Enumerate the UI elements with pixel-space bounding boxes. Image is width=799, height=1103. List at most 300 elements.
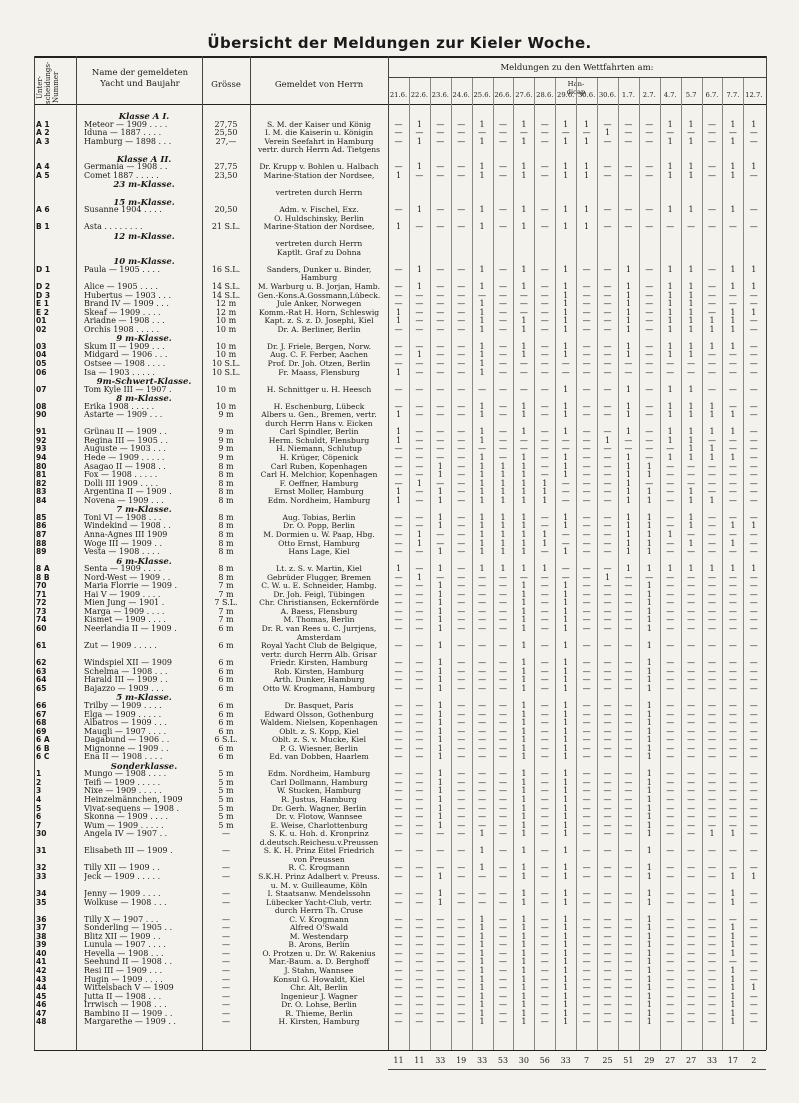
entry-mark: 1 bbox=[730, 538, 736, 548]
entry-mark: — bbox=[603, 871, 612, 881]
entry-mark: — bbox=[499, 205, 507, 215]
yacht-size: 5 m bbox=[218, 803, 234, 813]
entry-mark: 1 bbox=[479, 401, 485, 411]
entry-mark: — bbox=[415, 726, 424, 736]
owner-name: I. Staatsanw. Mendelssohn bbox=[267, 889, 371, 899]
entry-mark: — bbox=[415, 1017, 424, 1027]
yacht-number: 62 bbox=[36, 658, 47, 668]
entry-mark: 1 bbox=[479, 350, 485, 360]
class-heading: 8 m-Klasse. bbox=[116, 394, 172, 405]
entry-mark: — bbox=[415, 290, 424, 300]
entry-mark: 1 bbox=[479, 863, 485, 873]
entry-mark: 1 bbox=[730, 136, 736, 146]
entry-mark: — bbox=[749, 495, 758, 505]
entry-mark: 1 bbox=[667, 119, 673, 129]
yacht-name: Dagabund — 1906 . . bbox=[84, 735, 170, 745]
entry-mark: — bbox=[624, 624, 633, 633]
entry-mark: — bbox=[394, 324, 403, 334]
entry-mark: 1 bbox=[521, 923, 527, 933]
entry-mark: — bbox=[666, 846, 675, 856]
owner-name: Albers u. Gen., Bremen, vertr. bbox=[261, 410, 377, 420]
yacht-number: 48 bbox=[36, 1017, 47, 1027]
yacht-number: 02 bbox=[36, 324, 47, 334]
entry-mark: 1 bbox=[688, 495, 694, 505]
entry-mark: — bbox=[728, 222, 737, 232]
yacht-size: 8 m bbox=[218, 470, 234, 480]
entry-mark: — bbox=[666, 487, 675, 497]
entry-mark: — bbox=[666, 470, 675, 480]
entry-mark: — bbox=[561, 358, 570, 368]
entry-mark: 1 bbox=[709, 341, 715, 351]
entry-mark: — bbox=[645, 282, 654, 291]
entry-mark: — bbox=[415, 547, 424, 557]
entry-mark: — bbox=[666, 581, 675, 591]
entry-mark: — bbox=[749, 666, 758, 676]
entry-mark: 1 bbox=[479, 940, 485, 950]
yacht-size: 5 m bbox=[218, 795, 234, 804]
entry-mark: 1 bbox=[521, 641, 527, 651]
entry-mark: 1 bbox=[521, 1000, 527, 1010]
yacht-number: 4 bbox=[36, 795, 42, 804]
entry-mark: — bbox=[457, 795, 466, 804]
entry-mark: 1 bbox=[500, 512, 506, 522]
entry-mark: — bbox=[394, 529, 403, 539]
entry-mark: — bbox=[582, 350, 591, 360]
entry-mark: — bbox=[666, 461, 675, 471]
entry-mark: — bbox=[478, 709, 487, 719]
entry-mark: — bbox=[394, 384, 403, 394]
entry-mark: — bbox=[478, 581, 487, 591]
entry-mark: — bbox=[415, 495, 424, 505]
entry-mark: — bbox=[436, 358, 445, 368]
entry-mark: 1 bbox=[667, 564, 673, 574]
entry-mark: — bbox=[603, 427, 612, 437]
entry-mark: 1 bbox=[563, 948, 569, 958]
entry-mark: — bbox=[478, 700, 487, 710]
entry-mark: — bbox=[749, 974, 758, 984]
entry-mark: — bbox=[415, 427, 424, 437]
class-heading: Klasse A I. bbox=[118, 112, 170, 122]
entry-mark: — bbox=[415, 564, 424, 574]
entry-mark: — bbox=[457, 777, 466, 787]
entry-mark: — bbox=[666, 897, 675, 907]
entry-mark: 1 bbox=[479, 299, 485, 309]
entry-mark: — bbox=[624, 735, 633, 745]
yacht-number: 45 bbox=[36, 991, 47, 1001]
entry-mark: 1 bbox=[646, 718, 652, 728]
entry-mark: 1 bbox=[437, 658, 443, 668]
entry-mark: — bbox=[624, 1008, 633, 1018]
entry-mark: — bbox=[749, 957, 758, 967]
yacht-name: Schelma — 1908 . . . bbox=[84, 666, 168, 676]
entry-mark: — bbox=[666, 957, 675, 967]
owner-name: Ed. van Dobben, Haarlem bbox=[269, 752, 369, 762]
entry-mark: 1 bbox=[521, 564, 527, 574]
entry-mark: — bbox=[540, 940, 549, 950]
entry-mark: — bbox=[708, 470, 716, 480]
entry-mark: — bbox=[457, 341, 466, 351]
entry-mark: 1 bbox=[479, 1008, 485, 1018]
owner-name: S. M. der Kaiser und König bbox=[266, 119, 372, 129]
entry-mark: 1 bbox=[667, 453, 673, 462]
entry-mark: — bbox=[582, 282, 591, 291]
entry-mark: — bbox=[603, 307, 612, 317]
entry-mark: 1 bbox=[437, 786, 443, 796]
entry-mark: 1 bbox=[667, 307, 673, 317]
entry-mark: — bbox=[728, 683, 737, 693]
entry-mark: 1 bbox=[521, 478, 527, 488]
owner-name: Marine-Station der Nordsee, bbox=[263, 170, 375, 180]
entry-mark: 1 bbox=[500, 478, 506, 488]
entry-mark: — bbox=[457, 461, 466, 471]
entry-mark: — bbox=[728, 401, 737, 411]
yacht-size: 8 m bbox=[218, 547, 234, 557]
entry-mark: — bbox=[603, 564, 612, 574]
owner-name: Jule Anker, Norwegen bbox=[276, 299, 362, 309]
entry-mark: — bbox=[624, 923, 633, 933]
entry-mark: — bbox=[687, 914, 696, 924]
entry-mark: — bbox=[708, 957, 716, 967]
entry-mark: 1 bbox=[437, 726, 443, 736]
entry-mark: 1 bbox=[688, 444, 694, 454]
entry-mark: 1 bbox=[563, 974, 569, 984]
entry-mark: — bbox=[582, 435, 591, 445]
entry-mark: 1 bbox=[479, 282, 485, 291]
yacht-name: Hubertus — 1903 . . . bbox=[84, 290, 171, 300]
race-column-divider bbox=[681, 78, 682, 1050]
total-cell: 25 bbox=[602, 1056, 613, 1065]
entry-mark: — bbox=[540, 358, 549, 368]
total-cell: 11 bbox=[414, 1056, 425, 1065]
owner-name: Aug. Tobias, Berlin bbox=[282, 512, 356, 522]
entry-mark: — bbox=[540, 410, 549, 420]
entry-mark: — bbox=[394, 769, 403, 779]
entry-mark: — bbox=[708, 299, 716, 309]
entry-mark: — bbox=[749, 889, 758, 899]
race-date-12: 2.7. bbox=[642, 91, 656, 99]
entry-mark: — bbox=[415, 777, 424, 787]
entry-mark: 1 bbox=[479, 470, 485, 480]
entry-mark: — bbox=[540, 795, 549, 804]
entry-mark: — bbox=[415, 512, 424, 522]
entry-mark: — bbox=[457, 871, 466, 881]
entry-mark: 1 bbox=[563, 812, 569, 822]
entry-mark: 1 bbox=[667, 170, 673, 180]
entry-mark: — bbox=[415, 487, 424, 497]
entry-mark: — bbox=[666, 675, 675, 685]
entry-mark: — bbox=[499, 1000, 507, 1010]
entry-mark: — bbox=[478, 128, 487, 138]
entry-mark: — bbox=[457, 923, 466, 933]
entry-mark: 1 bbox=[437, 487, 443, 497]
yacht-name: Neerlandia II — 1909 . bbox=[84, 624, 177, 633]
yacht-name: Ostsee — 1908 . . . . bbox=[84, 358, 166, 368]
class-heading: 23 m-Klasse. bbox=[113, 180, 175, 191]
yacht-name: Vesta — 1908 . . . . bbox=[84, 547, 160, 557]
entry-mark: — bbox=[708, 726, 716, 736]
entry-mark: 1 bbox=[667, 136, 673, 146]
yacht-size: 6 m bbox=[218, 675, 234, 685]
yacht-number: 39 bbox=[36, 940, 47, 950]
entry-mark: — bbox=[603, 487, 612, 497]
entry-mark: 1 bbox=[625, 290, 631, 300]
entry-mark: — bbox=[457, 641, 466, 651]
entry-mark: — bbox=[540, 700, 549, 710]
yacht-size: 27,— bbox=[215, 136, 237, 146]
entry-mark: — bbox=[645, 572, 654, 582]
entry-mark: — bbox=[728, 478, 737, 488]
entry-mark: — bbox=[749, 222, 758, 232]
yacht-size: 7 m bbox=[218, 589, 234, 599]
entry-mark: 1 bbox=[563, 521, 569, 531]
entry-mark: — bbox=[624, 606, 633, 616]
entry-mark: — bbox=[394, 478, 403, 488]
yacht-number: A 6 bbox=[36, 205, 50, 215]
entry-mark: — bbox=[624, 769, 633, 779]
yacht-name: Nixe — 1909 . . . . . bbox=[84, 786, 162, 796]
entry-mark: — bbox=[582, 316, 591, 326]
entry-mark: — bbox=[603, 162, 612, 172]
entry-mark: — bbox=[603, 1017, 612, 1027]
entry-mark: 1 bbox=[751, 564, 757, 574]
owner-name: Ingenieur J. Wagner bbox=[280, 991, 358, 1001]
entry-mark: — bbox=[708, 641, 716, 651]
owner-name: Dr. O. Popp, Berlin bbox=[283, 521, 355, 531]
entry-mark: — bbox=[394, 128, 403, 138]
entry-mark: 1 bbox=[563, 341, 569, 351]
entry-mark: 1 bbox=[625, 316, 631, 326]
owner-name: Hamburg bbox=[300, 273, 338, 283]
entry-mark: — bbox=[582, 846, 591, 856]
entry-mark: — bbox=[666, 812, 675, 822]
entry-mark: 1 bbox=[479, 1000, 485, 1010]
entry-mark: 1 bbox=[437, 897, 443, 907]
entry-mark: — bbox=[582, 358, 591, 368]
entry-mark: — bbox=[603, 726, 612, 736]
entry-mark: 1 bbox=[563, 795, 569, 804]
race-date-10: 30.6. bbox=[598, 91, 617, 99]
entry-mark: — bbox=[436, 282, 445, 291]
entry-mark: — bbox=[749, 991, 758, 1001]
entry-mark: — bbox=[645, 444, 654, 454]
entry-mark: — bbox=[540, 957, 549, 967]
entry-mark: — bbox=[624, 572, 633, 582]
entry-mark: — bbox=[415, 435, 424, 445]
yacht-name: Isa — 1903 . . . . . bbox=[84, 367, 155, 377]
entry-mark: — bbox=[728, 299, 737, 309]
entry-mark: 1 bbox=[479, 367, 485, 377]
entry-mark: — bbox=[394, 752, 403, 762]
entry-mark: 1 bbox=[730, 931, 736, 941]
entry-mark: — bbox=[728, 589, 737, 599]
yacht-size: — bbox=[222, 1000, 230, 1010]
entry-mark: — bbox=[457, 931, 466, 941]
entry-mark: 1 bbox=[395, 367, 402, 377]
entry-mark: — bbox=[687, 812, 696, 822]
entry-mark: — bbox=[603, 367, 612, 377]
entry-mark: 1 bbox=[521, 547, 527, 557]
entry-mark: — bbox=[499, 128, 507, 138]
yacht-name: Hede — 1909 . . . . . bbox=[84, 453, 165, 462]
yacht-size: 7 S.L. bbox=[214, 598, 238, 608]
entry-mark: — bbox=[582, 743, 591, 753]
entry-mark: 1 bbox=[625, 478, 631, 488]
entry-mark: — bbox=[499, 769, 507, 779]
entry-mark: — bbox=[436, 991, 445, 1001]
entry-mark: 1 bbox=[479, 136, 485, 146]
entry-mark: — bbox=[519, 358, 528, 368]
entry-mark: 1 bbox=[563, 384, 569, 394]
entry-mark: 1 bbox=[563, 957, 569, 967]
yacht-size: — bbox=[222, 889, 230, 899]
entry-mark: — bbox=[457, 743, 466, 753]
entry-mark: — bbox=[394, 897, 403, 907]
owner-name: Rob. Kirsten, Hamburg bbox=[274, 666, 364, 676]
yacht-number: D 1 bbox=[36, 264, 51, 274]
entry-mark: — bbox=[603, 820, 612, 830]
entry-mark: — bbox=[708, 889, 716, 899]
entry-mark: 1 bbox=[479, 829, 485, 839]
entry-mark: 1 bbox=[416, 264, 422, 274]
entry-mark: — bbox=[499, 222, 507, 232]
yacht-name: Anna-Agnes III 1909 bbox=[84, 529, 168, 539]
yacht-name: Ariadne — 1908 . . . bbox=[84, 316, 165, 326]
entry-mark: — bbox=[499, 427, 507, 437]
entry-mark: — bbox=[499, 829, 507, 839]
yacht-number: 35 bbox=[36, 897, 47, 907]
yacht-name: Angela IV — 1907 . . bbox=[84, 829, 168, 839]
entry-mark: — bbox=[457, 914, 466, 924]
entry-mark: 1 bbox=[688, 521, 694, 531]
entry-mark: — bbox=[394, 299, 403, 309]
entry-mark: — bbox=[499, 136, 507, 146]
entry-mark: — bbox=[603, 923, 612, 933]
entry-mark: — bbox=[457, 401, 466, 411]
entry-mark: — bbox=[478, 777, 487, 787]
entry-mark: 1 bbox=[500, 487, 506, 497]
owner-name: P. G. Wiesner, Berlin bbox=[280, 743, 358, 753]
entry-mark: 1 bbox=[646, 615, 652, 625]
yacht-name: Toni VI — 1908 . . . bbox=[84, 512, 162, 522]
entry-mark: — bbox=[728, 598, 737, 608]
yacht-name: Bambino II — 1909 . . bbox=[84, 1008, 173, 1018]
entry-mark: — bbox=[728, 777, 737, 787]
entry-mark: — bbox=[666, 1008, 675, 1018]
entry-mark: — bbox=[645, 341, 654, 351]
entry-mark: — bbox=[457, 991, 466, 1001]
entry-mark: 1 bbox=[479, 991, 485, 1001]
yacht-name: Susanne 1904 . . . . bbox=[84, 205, 162, 215]
entry-mark: 1 bbox=[563, 803, 569, 813]
entry-mark: — bbox=[499, 282, 507, 291]
entry-mark: — bbox=[415, 871, 424, 881]
entry-mark: — bbox=[666, 795, 675, 804]
entry-mark: 1 bbox=[563, 700, 569, 710]
entry-mark: — bbox=[540, 581, 549, 591]
entry-mark: — bbox=[561, 478, 570, 488]
yacht-name: Teifi — 1909 . . . . . bbox=[84, 777, 161, 787]
entry-mark: — bbox=[624, 700, 633, 710]
entry-mark: — bbox=[749, 769, 758, 779]
entry-mark: 1 bbox=[479, 512, 485, 522]
yacht-name: Zut — 1909 . . . . . bbox=[84, 641, 157, 651]
entry-mark: — bbox=[415, 863, 424, 873]
yacht-size: — bbox=[222, 914, 230, 924]
entry-mark: — bbox=[728, 735, 737, 745]
entry-mark: 1 bbox=[563, 743, 569, 753]
entry-mark: — bbox=[624, 162, 633, 172]
entry-mark: — bbox=[624, 1000, 633, 1010]
owner-name: Carl Ruben, Kopenhagen bbox=[270, 461, 368, 471]
entry-mark: 1 bbox=[416, 478, 422, 488]
owner-name: C. V. Krogmann bbox=[289, 914, 349, 924]
entry-mark: — bbox=[708, 812, 716, 822]
entry-mark: — bbox=[666, 1000, 675, 1010]
entry-mark: — bbox=[687, 615, 696, 625]
entry-mark: 1 bbox=[688, 401, 694, 411]
entry-mark: 1 bbox=[563, 735, 569, 745]
entry-mark: — bbox=[582, 521, 591, 531]
yacht-name: Vivat-sequens — 1908 . bbox=[84, 803, 180, 813]
yacht-size: 8 m bbox=[218, 512, 234, 522]
entry-mark: — bbox=[478, 897, 487, 907]
entry-mark: — bbox=[457, 453, 466, 462]
entry-mark: 1 bbox=[521, 581, 527, 591]
entry-mark: — bbox=[708, 786, 716, 796]
entry-mark: 1 bbox=[646, 931, 652, 941]
yacht-number: A 4 bbox=[36, 162, 50, 172]
entry-mark: — bbox=[457, 444, 466, 454]
entry-mark: — bbox=[415, 991, 424, 1001]
owner-name: S.K.H. Prinz Adalbert v. Preuss. bbox=[258, 871, 380, 881]
entry-mark: — bbox=[394, 444, 403, 454]
entry-mark: — bbox=[582, 700, 591, 710]
entry-mark: — bbox=[728, 914, 737, 924]
entry-mark: — bbox=[457, 512, 466, 522]
total-cell: 33 bbox=[560, 1056, 571, 1065]
entry-mark: — bbox=[394, 726, 403, 736]
entry-mark: — bbox=[728, 358, 737, 368]
entry-mark: — bbox=[624, 863, 633, 873]
entry-mark: — bbox=[457, 290, 466, 300]
entry-mark: — bbox=[582, 974, 591, 984]
yacht-number: 8 B bbox=[36, 572, 50, 582]
owner-name: Royal Yacht Club de Belgique, bbox=[260, 641, 378, 651]
owner-name: H. Kirsten, Hamburg bbox=[278, 1017, 360, 1027]
entry-mark: 1 bbox=[500, 461, 506, 471]
entry-mark: — bbox=[478, 658, 487, 668]
entry-mark: — bbox=[394, 795, 403, 804]
owner-name: Oblt. z. S. Kopp, Kiel bbox=[279, 726, 359, 736]
entry-mark: — bbox=[624, 709, 633, 719]
yacht-name: Grünau II — 1909 . . bbox=[84, 427, 167, 437]
entry-mark: 1 bbox=[521, 495, 527, 505]
entry-mark: 1 bbox=[646, 512, 652, 522]
entry-mark: — bbox=[666, 683, 675, 693]
entry-mark: — bbox=[603, 666, 612, 676]
entry-mark: 1 bbox=[437, 470, 443, 480]
entry-mark: — bbox=[582, 615, 591, 625]
yacht-name: Wolkuse — 1908 . . . bbox=[84, 897, 167, 907]
entry-mark: — bbox=[582, 624, 591, 633]
entry-mark: — bbox=[540, 777, 549, 787]
entry-mark: 1 bbox=[563, 641, 569, 651]
entry-mark: — bbox=[540, 931, 549, 941]
race-date-16: 7.7. bbox=[726, 91, 740, 99]
yacht-number: 69 bbox=[36, 726, 47, 736]
entry-mark: 1 bbox=[521, 624, 527, 633]
entry-mark: — bbox=[624, 205, 633, 215]
